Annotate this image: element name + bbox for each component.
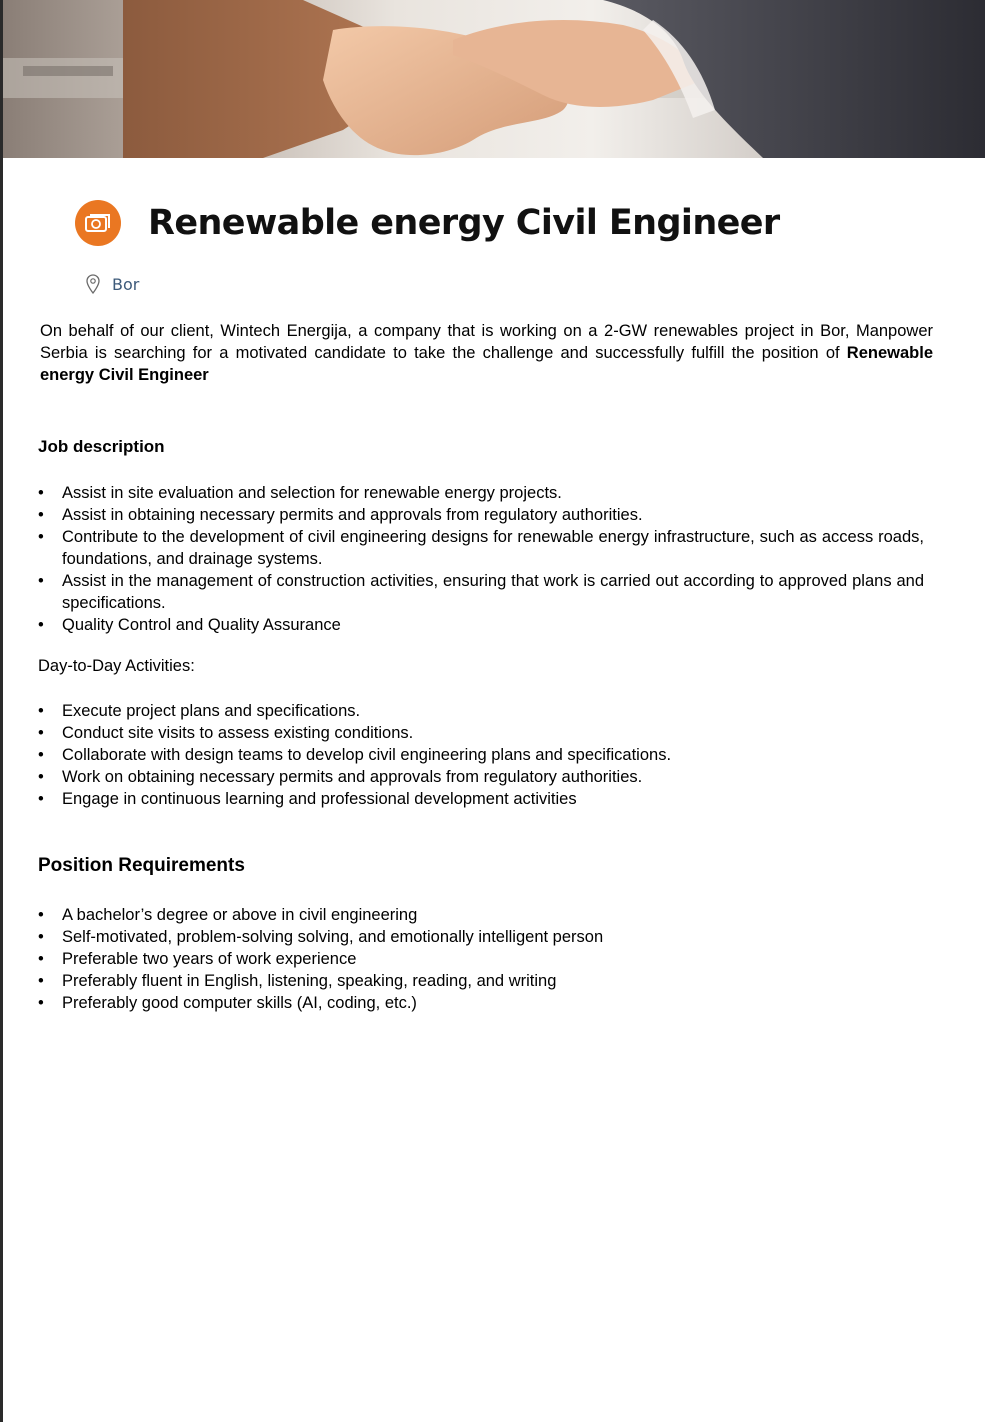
list-item: • Preferably good computer skills (AI, coding, etc.) [38, 994, 417, 1012]
list-item: • Quality Control and Quality Assurance [38, 616, 341, 634]
intro-paragraph [40, 320, 933, 386]
list-item: • Assist in site evaluation and selection for renewable energy projects. [38, 484, 562, 502]
list-item: • Contribute to the development of civil engineering designs for renewable energy infrastructure, such as access roads, foundations, and drainage systems. [38, 528, 924, 568]
position-requirements-heading: Position Requirements [38, 855, 245, 876]
list-item: • Preferably fluent in English, listening, speaking, reading, and writing [38, 972, 557, 990]
day-to-day-list [38, 700, 924, 810]
day-to-day-heading: Day-to-Day Activities: [38, 657, 195, 675]
list-item: • Preferable two years of work experience [38, 950, 357, 968]
list-item: • Collaborate with design teams to develop civil engineering plans and specifications. [38, 746, 672, 764]
requirements-list [38, 904, 924, 1014]
job-description-heading: Job description [38, 437, 165, 456]
intro-position-name: Renewable energy Civil Engineer [40, 344, 933, 384]
job-location [86, 274, 139, 294]
intro-text: On behalf of our client, Wintech Energija, a company that is working on a 2-GW renewables project in Bor, Manpower Serbia is searching for a motivated candidate to take the challenge and successfully fulfill the position of [40, 322, 933, 362]
list-item: • Execute project plans and specifications. [38, 702, 361, 720]
location-label: Bor [112, 274, 140, 294]
title-row [75, 198, 780, 248]
list-item: • Assist in obtaining necessary permits and approvals from regulatory authorities. [38, 506, 643, 524]
list-item: • Work on obtaining necessary permits and approvals from regulatory authorities. [38, 768, 643, 786]
list-item: • Assist in the management of construction activities, ensuring that work is carried out according to approved plans and specifications. [38, 572, 924, 612]
map-pin-icon [86, 274, 100, 294]
list-item: • Self-motivated, problem-solving solving, and emotionally intelligent person [38, 928, 604, 946]
job-description-list [38, 482, 924, 636]
money-icon [75, 200, 121, 246]
job-posting [3, 158, 985, 1422]
hero-handshake-image [3, 0, 985, 158]
list-item: • Conduct site visits to assess existing conditions. [38, 724, 414, 742]
list-item: • Engage in continuous learning and professional development activities [38, 790, 577, 808]
list-item: • A bachelor’s degree or above in civil engineering [38, 906, 418, 924]
page-title: Renewable energy Civil Engineer [148, 203, 780, 243]
